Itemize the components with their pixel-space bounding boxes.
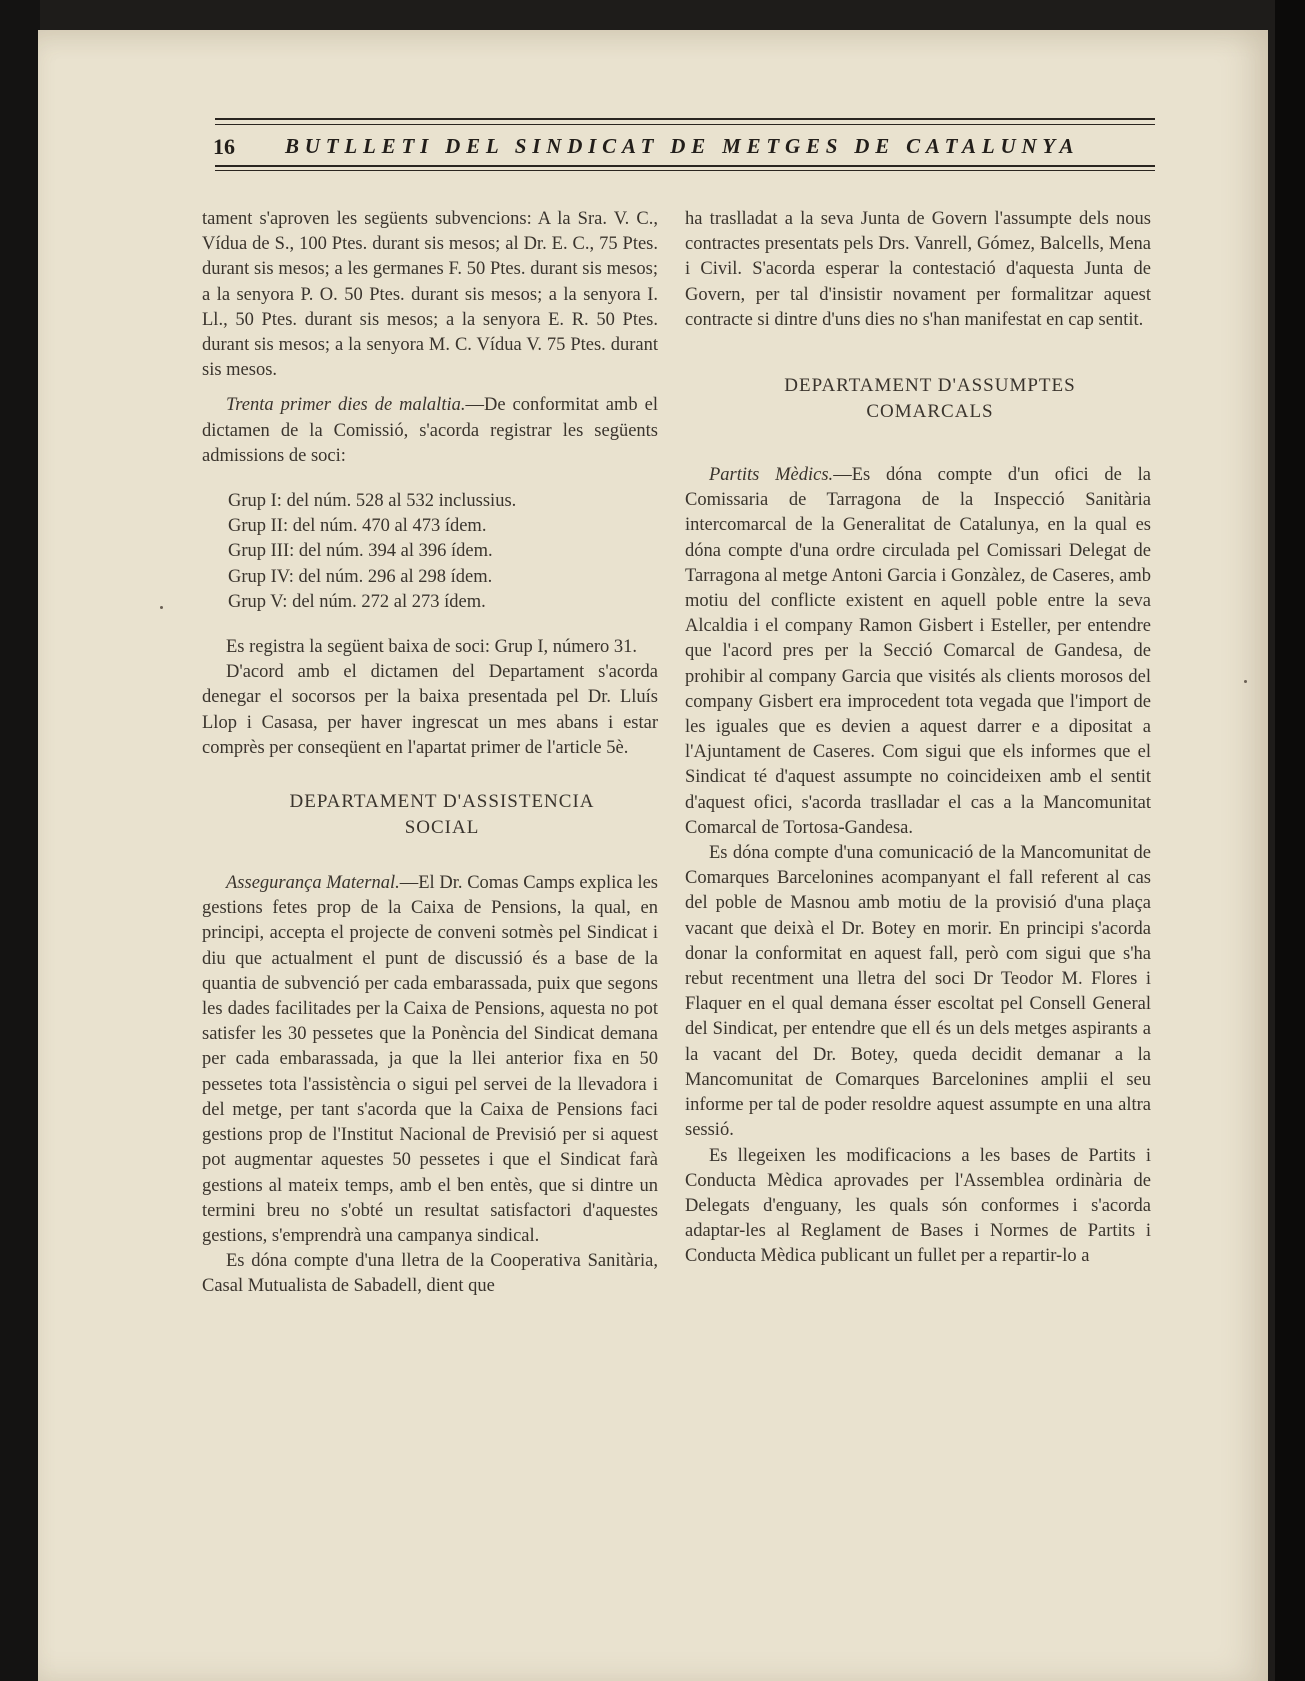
paragraph-text: —De conformitat amb el dictamen de la Comissió, s'acorda registrar les següents admissions de soci: (202, 395, 658, 466)
paragraph (685, 463, 1151, 841)
heading-line: DEPARTAMENT D'ASSUMPTES (784, 375, 1076, 397)
right-column (685, 207, 1151, 1270)
list-item: Grup I: del núm. 528 al 532 inclussius. (228, 491, 517, 512)
paragraph-text: —El Dr. Comas Camps explica les gestions fetes prop de la Caixa de Pensions, la qual, en principi, accepta el projecte de conveni sotmès pel Sindicat i diu que actualment el punt de discussió és a base de la quantia de subvenció per cada embarassada, puix que segons les dades facilitades per la Caixa de Pensions, aquesta no pot satisfer les 30 pessetes que la Ponència del Sindicat demana per cada embarassada, ja que la llei anterior fixa en 50 pessetes tota l'assistència o sigui pel servei de la llevadora i del metge, per tant s'acorda que la Caixa de Pensions faci gestions prop de l'Institut Nacional de Previsió per si aquest pot augmentar aquestes 50 pessetes i que el Sindicat farà gestions al mateix temps, amb el ben entès, que si dintre un termini breu no s'obté un resultat satisfactori d'aquestes gestions, s'emprendrà una campanya sindical. (202, 873, 658, 1246)
scan-speck (1244, 680, 1247, 683)
group-list (228, 489, 658, 615)
paragraph (202, 393, 658, 469)
journal-title: BUTLLETI DEL SINDICAT DE METGES DE CATALUNYA (285, 134, 1080, 158)
section-heading (202, 789, 658, 841)
heading-line: COMARCALS (866, 401, 994, 423)
paragraph: tament s'aproven les següents subvencions: A la Sra. V. C., Vídua de S., 100 Ptes. durant sis mesos; al Dr. E. C., 75 Ptes. durant sis mesos; a les germanes F. 50 Ptes. durant sis mesos; a la senyora P. O. 50 Ptes. durant sis mesos; a la senyora I. Ll., 50 Ptes. durant sis mesos; a la senyora E. R. 50 Ptes. durant sis mesos; a la senyora M. C. Vídua V. 75 Ptes. durant sis mesos. (202, 209, 658, 381)
header-rule-top-thin (215, 124, 1155, 125)
scan-border-left (0, 0, 40, 1681)
page-number: 16 (213, 134, 235, 159)
paragraph: D'acord amb el dictamen del Departament s'acorda denegar el socorsos per la baixa presentada pel Dr. Lluís Llop i Casasa, per haver ingrescat un mes abans i estar comprès per conseqüent en l'apartat primer de l'article 5è. (202, 662, 658, 758)
paragraph: Es registra la següent baixa de soci: Grup I, número 31. (226, 637, 637, 658)
paragraph (202, 871, 658, 1249)
heading-line: SOCIAL (404, 817, 480, 839)
list-item: Grup III: del núm. 394 al 396 ídem. (228, 541, 493, 562)
paragraph: Es llegeixen les modificacions a les bases de Partits i Conducta Mèdica aprovades per l'Assemblea ordinària de Delegats d'enguany, les quals són conformes i s'acorda adaptar-les al Reglament de Bases i Normes de Partits i Conducta Mèdica publicant un fullet per a repartir-lo a (685, 1145, 1151, 1267)
paragraph-text: —Es dóna compte d'un ofici de la Comissaria de Tarragona de la Inspecció Sanitària intercomarcal de la Generalitat de Catalunya, en la qual es dóna compte d'una ordre circulada pel Comissari Delegat de Tarragona al metge Antoni Garcia i Gonzàlez, de Caseres, amb motiu del conflicte existent en aquell poble entre la seva Alcaldia i el company Ramon Gisbert i Esteller, per entendre que l'acord pres per la Secció Comarcal de Gandesa, de prohibir al company Garcia que visités als clients morosos del company Gisbert era improcedent tota vegada que l'import de les iguales que es devien a aquest darrer e a dipositat a l'Ajuntament de Caseres. Com sigui que els informes que el Sindicat té d'aquest assumpte no coincideixen amb el sentit d'aquest ofici, s'acorda traslladar el cas a la Mancomunitat Comarcal de Tortosa-Gandesa. (685, 465, 1151, 838)
section-heading (685, 373, 1151, 425)
list-item: Grup II: del núm. 470 al 473 ídem. (228, 516, 487, 537)
header-rule-bottom (215, 165, 1155, 167)
running-header (213, 134, 1159, 164)
paragraph: Es dóna compte d'una lletra de la Cooperativa Sanitària, Casal Mutualista de Sabadell, dient que (202, 1251, 658, 1297)
scan-speck (160, 606, 163, 609)
heading-line: DEPARTAMENT D'ASSISTENCIA (289, 791, 595, 813)
scan-border-right (1275, 0, 1305, 1681)
paragraph-title: Trenta primer dies de malaltia. (226, 395, 466, 416)
list-item: Grup V: del núm. 272 al 273 ídem. (228, 591, 486, 612)
header-rule-top (215, 118, 1155, 120)
header-rule-bottom-thin (215, 170, 1155, 171)
paragraph: ha traslladat a la seva Junta de Govern l'assumpte dels nous contractes presentats pels Drs. Vanrell, Gómez, Balcells, Mena i Civil. S'acorda esperar la contestació d'aquesta Junta de Govern, per tal d'insistir novament per formalitzar aquest contracte si dintre d'uns dies no s'han manifestat en cap sentit. (685, 209, 1151, 330)
paragraph-title: Assegurança Maternal. (226, 873, 400, 894)
paragraph-title: Partits Mèdics. (709, 465, 834, 486)
list-item: Grup IV: del núm. 296 al 298 ídem. (228, 566, 493, 587)
left-column (202, 207, 658, 1300)
paragraph: Es dóna compte d'una comunicació de la Mancomunitat de Comarques Barcelonines acompanyant el fall referent al cas del poble de Masnou amb motiu de la provisió d'una plaça vacant que deixà el Dr. Botey en morir. En principi s'acorda donar la conformitat en aquest fall, però com sigui que s'ha rebut recentment una lletra del soci Dr Teodor M. Flores i Flaquer en el qual demana ésser escoltat pel Consell General del Sindicat, per entendre que ell és un dels metges aspirants a la vacant del Dr. Botey, queda decidit demanar a la Mancomunitat de Comarques Barcelonines amplii el seu informe per tal de poder resoldre aquest assumpte en una altra sessió. (685, 843, 1151, 1141)
